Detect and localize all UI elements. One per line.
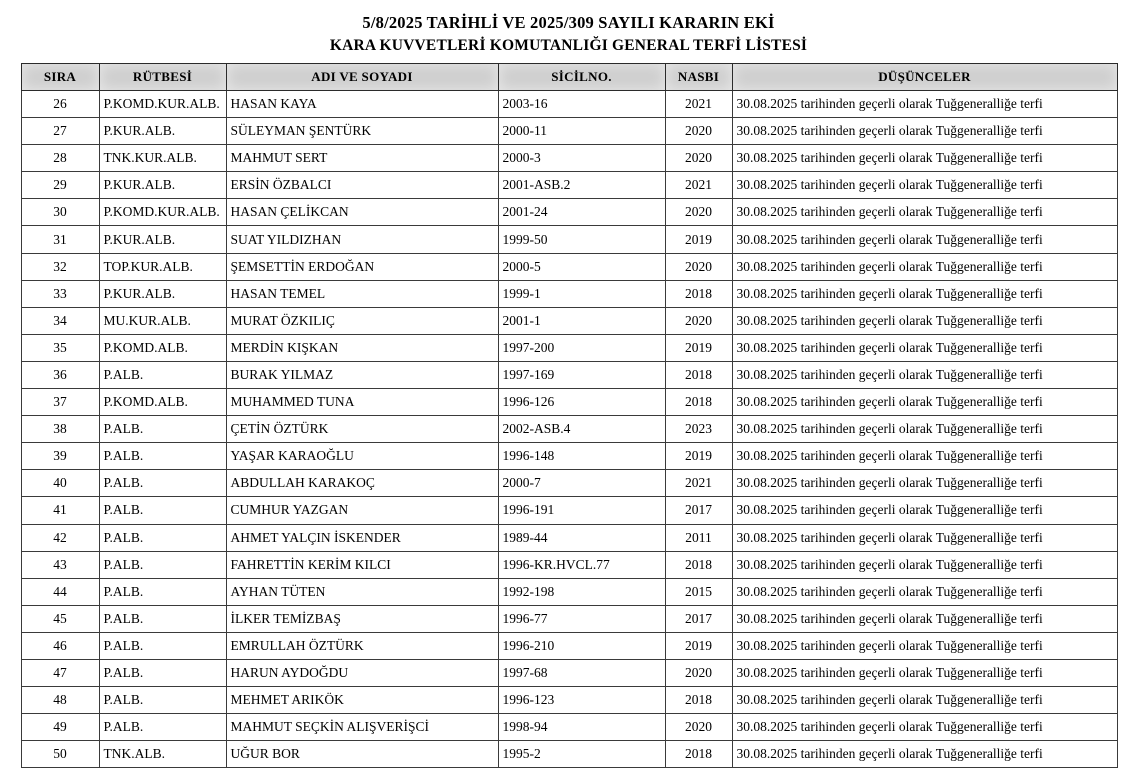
cell-adi-ve-soyadi: MERDİN KIŞKAN	[226, 334, 498, 361]
cell-rutbesi: P.KOMD.ALB.	[99, 334, 226, 361]
cell-dusunceler: 30.08.2025 tarihinden geçerli olarak Tuğgeneralliğe terfi	[732, 334, 1117, 361]
cell-sicilno: 1999-1	[498, 280, 665, 307]
cell-nasbi: 2021	[665, 172, 732, 199]
column-header-sira: SIRA	[21, 64, 99, 91]
cell-dusunceler: 30.08.2025 tarihinden geçerli olarak Tuğgeneralliğe terfi	[732, 659, 1117, 686]
table-row	[21, 443, 1117, 470]
cell-nasbi: 2020	[665, 253, 732, 280]
table-row	[21, 741, 1117, 768]
table-row	[21, 226, 1117, 253]
cell-nasbi: 2020	[665, 307, 732, 334]
cell-dusunceler: 30.08.2025 tarihinden geçerli olarak Tuğgeneralliğe terfi	[732, 118, 1117, 145]
cell-sicilno: 2003-16	[498, 91, 665, 118]
cell-adi-ve-soyadi: HASAN KAYA	[226, 91, 498, 118]
table-row	[21, 632, 1117, 659]
cell-nasbi: 2018	[665, 741, 732, 768]
table-row	[21, 172, 1117, 199]
document-title-secondary: KARA KUVVETLERİ KOMUTANLIĞI GENERAL TERFİ LİSTESİ	[329, 37, 808, 54]
cell-sira: 34	[21, 307, 99, 334]
cell-dusunceler: 30.08.2025 tarihinden geçerli olarak Tuğgeneralliğe terfi	[732, 687, 1117, 714]
cell-adi-ve-soyadi: AHMET YALÇIN İSKENDER	[226, 524, 498, 551]
table-row	[21, 145, 1117, 172]
cell-sicilno: 2000-5	[498, 253, 665, 280]
cell-dusunceler: 30.08.2025 tarihinden geçerli olarak Tuğgeneralliğe terfi	[732, 497, 1117, 524]
cell-sicilno: 2000-11	[498, 118, 665, 145]
cell-nasbi: 2019	[665, 632, 732, 659]
cell-rutbesi: P.KUR.ALB.	[99, 226, 226, 253]
table-row	[21, 416, 1117, 443]
cell-sicilno: 2002-ASB.4	[498, 416, 665, 443]
cell-dusunceler: 30.08.2025 tarihinden geçerli olarak Tuğgeneralliğe terfi	[732, 632, 1117, 659]
cell-sira: 27	[21, 118, 99, 145]
cell-dusunceler: 30.08.2025 tarihinden geçerli olarak Tuğgeneralliğe terfi	[732, 578, 1117, 605]
cell-nasbi: 2018	[665, 389, 732, 416]
cell-dusunceler: 30.08.2025 tarihinden geçerli olarak Tuğgeneralliğe terfi	[732, 145, 1117, 172]
cell-adi-ve-soyadi: FAHRETTİN KERİM KILCI	[226, 551, 498, 578]
cell-adi-ve-soyadi: MAHMUT SEÇKİN ALIŞVERİŞCİ	[226, 714, 498, 741]
cell-sicilno: 1995-2	[498, 741, 665, 768]
cell-sicilno: 2000-7	[498, 470, 665, 497]
cell-sicilno: 1997-68	[498, 659, 665, 686]
cell-sicilno: 1996-210	[498, 632, 665, 659]
cell-nasbi: 2020	[665, 145, 732, 172]
cell-dusunceler: 30.08.2025 tarihinden geçerli olarak Tuğgeneralliğe terfi	[732, 226, 1117, 253]
cell-sira: 41	[21, 497, 99, 524]
cell-dusunceler: 30.08.2025 tarihinden geçerli olarak Tuğgeneralliğe terfi	[732, 307, 1117, 334]
cell-dusunceler: 30.08.2025 tarihinden geçerli olarak Tuğgeneralliğe terfi	[732, 199, 1117, 226]
cell-nasbi: 2020	[665, 118, 732, 145]
promotion-table	[21, 63, 1118, 768]
cell-rutbesi: P.ALB.	[99, 497, 226, 524]
cell-sira: 45	[21, 605, 99, 632]
cell-sira: 42	[21, 524, 99, 551]
column-header-nasbi: NASBI	[665, 64, 732, 91]
cell-sira: 31	[21, 226, 99, 253]
cell-adi-ve-soyadi: BURAK YILMAZ	[226, 361, 498, 388]
cell-dusunceler: 30.08.2025 tarihinden geçerli olarak Tuğgeneralliğe terfi	[732, 361, 1117, 388]
cell-sicilno: 2001-ASB.2	[498, 172, 665, 199]
cell-adi-ve-soyadi: UĞUR BOR	[226, 741, 498, 768]
cell-nasbi: 2018	[665, 687, 732, 714]
cell-nasbi: 2020	[665, 199, 732, 226]
table-row	[21, 687, 1117, 714]
cell-rutbesi: P.ALB.	[99, 443, 226, 470]
cell-sira: 35	[21, 334, 99, 361]
document-title-primary: 5/8/2025 TARİHLİ VE 2025/309 SAYILI KARARIN EKİ	[362, 13, 775, 32]
cell-adi-ve-soyadi: ÇETİN ÖZTÜRK	[226, 416, 498, 443]
cell-nasbi: 2020	[665, 659, 732, 686]
cell-sicilno: 1996-148	[498, 443, 665, 470]
cell-sira: 48	[21, 687, 99, 714]
cell-adi-ve-soyadi: İLKER TEMİZBAŞ	[226, 605, 498, 632]
promotion-table-container	[21, 63, 1117, 768]
cell-rutbesi: P.ALB.	[99, 578, 226, 605]
cell-sicilno: 1999-50	[498, 226, 665, 253]
cell-adi-ve-soyadi: SUAT YILDIZHAN	[226, 226, 498, 253]
cell-dusunceler: 30.08.2025 tarihinden geçerli olarak Tuğgeneralliğe terfi	[732, 470, 1117, 497]
cell-sira: 46	[21, 632, 99, 659]
cell-sira: 37	[21, 389, 99, 416]
document-header	[0, 0, 1137, 56]
cell-dusunceler: 30.08.2025 tarihinden geçerli olarak Tuğgeneralliğe terfi	[732, 416, 1117, 443]
cell-sira: 47	[21, 659, 99, 686]
cell-rutbesi: P.ALB.	[99, 470, 226, 497]
cell-rutbesi: TNK.ALB.	[99, 741, 226, 768]
cell-nasbi: 2017	[665, 497, 732, 524]
cell-sira: 39	[21, 443, 99, 470]
cell-sira: 38	[21, 416, 99, 443]
cell-dusunceler: 30.08.2025 tarihinden geçerli olarak Tuğgeneralliğe terfi	[732, 551, 1117, 578]
cell-rutbesi: P.KOMD.KUR.ALB.	[99, 199, 226, 226]
cell-sicilno: 1997-169	[498, 361, 665, 388]
cell-sira: 40	[21, 470, 99, 497]
table-row	[21, 334, 1117, 361]
cell-sicilno: 1996-191	[498, 497, 665, 524]
cell-nasbi: 2018	[665, 280, 732, 307]
cell-rutbesi: P.ALB.	[99, 416, 226, 443]
cell-adi-ve-soyadi: MAHMUT SERT	[226, 145, 498, 172]
cell-rutbesi: TOP.KUR.ALB.	[99, 253, 226, 280]
cell-nasbi: 2019	[665, 443, 732, 470]
table-row	[21, 199, 1117, 226]
cell-adi-ve-soyadi: MUHAMMED TUNA	[226, 389, 498, 416]
cell-nasbi: 2019	[665, 334, 732, 361]
table-row	[21, 361, 1117, 388]
cell-sira: 50	[21, 741, 99, 768]
cell-sicilno: 2000-3	[498, 145, 665, 172]
cell-sicilno: 2001-24	[498, 199, 665, 226]
cell-rutbesi: P.KUR.ALB.	[99, 118, 226, 145]
cell-rutbesi: P.ALB.	[99, 551, 226, 578]
cell-sira: 49	[21, 714, 99, 741]
cell-adi-ve-soyadi: EMRULLAH ÖZTÜRK	[226, 632, 498, 659]
cell-sira: 28	[21, 145, 99, 172]
cell-adi-ve-soyadi: HASAN TEMEL	[226, 280, 498, 307]
cell-adi-ve-soyadi: ABDULLAH KARAKOÇ	[226, 470, 498, 497]
cell-sicilno: 1989-44	[498, 524, 665, 551]
cell-dusunceler: 30.08.2025 tarihinden geçerli olarak Tuğgeneralliğe terfi	[732, 91, 1117, 118]
cell-sicilno: 1996-126	[498, 389, 665, 416]
cell-sicilno: 1996-KR.HVCL.77	[498, 551, 665, 578]
table-row	[21, 524, 1117, 551]
cell-adi-ve-soyadi: CUMHUR YAZGAN	[226, 497, 498, 524]
table-row	[21, 497, 1117, 524]
cell-rutbesi: P.KUR.ALB.	[99, 172, 226, 199]
cell-sicilno: 1996-77	[498, 605, 665, 632]
cell-sicilno: 1996-123	[498, 687, 665, 714]
cell-adi-ve-soyadi: AYHAN TÜTEN	[226, 578, 498, 605]
cell-rutbesi: P.ALB.	[99, 714, 226, 741]
cell-rutbesi: P.ALB.	[99, 659, 226, 686]
cell-dusunceler: 30.08.2025 tarihinden geçerli olarak Tuğgeneralliğe terfi	[732, 389, 1117, 416]
table-row	[21, 118, 1117, 145]
cell-sira: 26	[21, 91, 99, 118]
cell-sira: 29	[21, 172, 99, 199]
table-row	[21, 253, 1117, 280]
cell-sira: 32	[21, 253, 99, 280]
cell-nasbi: 2018	[665, 551, 732, 578]
cell-adi-ve-soyadi: YAŞAR KARAOĞLU	[226, 443, 498, 470]
cell-rutbesi: P.KUR.ALB.	[99, 280, 226, 307]
cell-adi-ve-soyadi: MEHMET ARIKÖK	[226, 687, 498, 714]
cell-rutbesi: P.ALB.	[99, 687, 226, 714]
table-row	[21, 578, 1117, 605]
cell-dusunceler: 30.08.2025 tarihinden geçerli olarak Tuğgeneralliğe terfi	[732, 605, 1117, 632]
column-header-sicilno: SİCİLNO.	[498, 64, 665, 91]
cell-adi-ve-soyadi: MURAT ÖZKILIÇ	[226, 307, 498, 334]
cell-sicilno: 1998-94	[498, 714, 665, 741]
cell-sira: 30	[21, 199, 99, 226]
table-row	[21, 470, 1117, 497]
table-row	[21, 714, 1117, 741]
cell-adi-ve-soyadi: HARUN AYDOĞDU	[226, 659, 498, 686]
cell-dusunceler: 30.08.2025 tarihinden geçerli olarak Tuğgeneralliğe terfi	[732, 443, 1117, 470]
cell-nasbi: 2021	[665, 470, 732, 497]
cell-rutbesi: P.KOMD.ALB.	[99, 389, 226, 416]
cell-dusunceler: 30.08.2025 tarihinden geçerli olarak Tuğgeneralliğe terfi	[732, 714, 1117, 741]
cell-sira: 43	[21, 551, 99, 578]
cell-dusunceler: 30.08.2025 tarihinden geçerli olarak Tuğgeneralliğe terfi	[732, 524, 1117, 551]
cell-rutbesi: P.ALB.	[99, 361, 226, 388]
cell-nasbi: 2018	[665, 361, 732, 388]
cell-sicilno: 1997-200	[498, 334, 665, 361]
table-header-row	[21, 64, 1117, 91]
column-header-adi-ve-soyadi: ADI VE SOYADI	[226, 64, 498, 91]
table-row	[21, 307, 1117, 334]
cell-sicilno: 2001-1	[498, 307, 665, 334]
cell-dusunceler: 30.08.2025 tarihinden geçerli olarak Tuğgeneralliğe terfi	[732, 280, 1117, 307]
column-header-dusunceler: DÜŞÜNCELER	[732, 64, 1117, 91]
cell-adi-ve-soyadi: ŞEMSETTİN ERDOĞAN	[226, 253, 498, 280]
cell-rutbesi: TNK.KUR.ALB.	[99, 145, 226, 172]
table-row	[21, 91, 1117, 118]
cell-rutbesi: P.KOMD.KUR.ALB.	[99, 91, 226, 118]
table-row	[21, 389, 1117, 416]
cell-nasbi: 2011	[665, 524, 732, 551]
cell-sira: 36	[21, 361, 99, 388]
cell-sira: 44	[21, 578, 99, 605]
cell-nasbi: 2017	[665, 605, 732, 632]
cell-nasbi: 2020	[665, 714, 732, 741]
column-header-rutbesi: RÜTBESİ	[99, 64, 226, 91]
table-row	[21, 605, 1117, 632]
table-body	[21, 91, 1117, 768]
cell-sira: 33	[21, 280, 99, 307]
cell-nasbi: 2023	[665, 416, 732, 443]
cell-nasbi: 2019	[665, 226, 732, 253]
table-row	[21, 659, 1117, 686]
cell-rutbesi: P.ALB.	[99, 605, 226, 632]
cell-rutbesi: MU.KUR.ALB.	[99, 307, 226, 334]
cell-dusunceler: 30.08.2025 tarihinden geçerli olarak Tuğgeneralliğe terfi	[732, 253, 1117, 280]
table-row	[21, 280, 1117, 307]
cell-nasbi: 2021	[665, 91, 732, 118]
cell-adi-ve-soyadi: SÜLEYMAN ŞENTÜRK	[226, 118, 498, 145]
cell-nasbi: 2015	[665, 578, 732, 605]
cell-adi-ve-soyadi: HASAN ÇELİKCAN	[226, 199, 498, 226]
cell-dusunceler: 30.08.2025 tarihinden geçerli olarak Tuğgeneralliğe terfi	[732, 172, 1117, 199]
cell-rutbesi: P.ALB.	[99, 632, 226, 659]
cell-sicilno: 1992-198	[498, 578, 665, 605]
table-row	[21, 551, 1117, 578]
cell-adi-ve-soyadi: ERSİN ÖZBALCI	[226, 172, 498, 199]
table-header	[21, 64, 1117, 91]
cell-rutbesi: P.ALB.	[99, 524, 226, 551]
cell-dusunceler: 30.08.2025 tarihinden geçerli olarak Tuğgeneralliğe terfi	[732, 741, 1117, 768]
